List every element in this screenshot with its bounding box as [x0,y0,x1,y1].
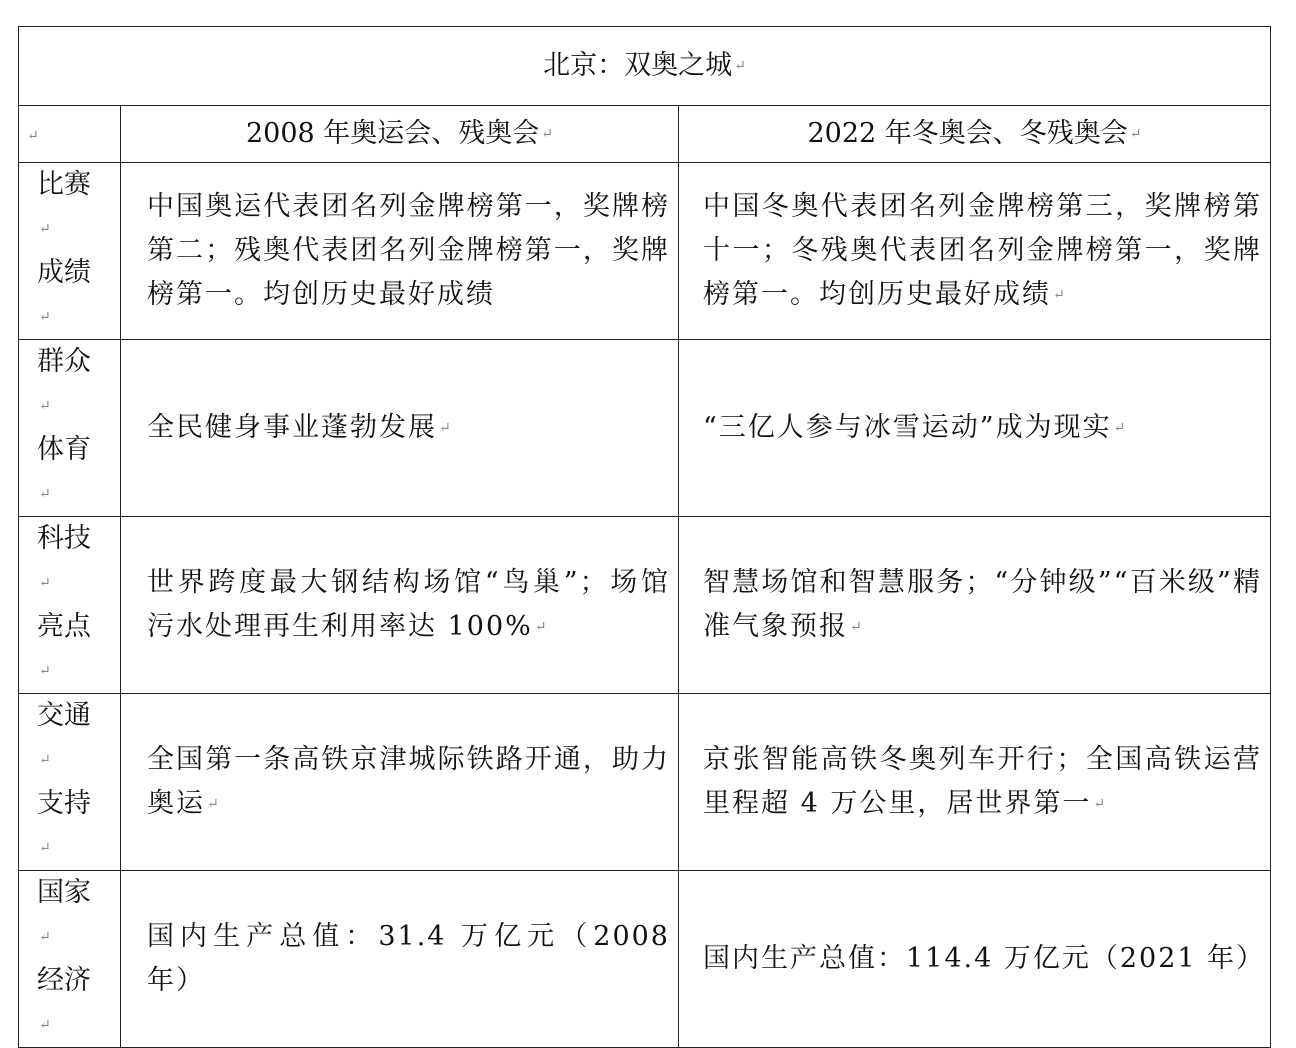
row-label-mass-sports [19,340,121,517]
return-mark: ↵ [39,1017,51,1033]
return-mark: ↵ [39,486,51,502]
cell-2022-mass-sports [679,340,1271,517]
cell-2022-transport [679,694,1271,871]
table-row-economy [19,871,1271,1048]
row-label-text: 支持 [37,788,91,819]
return-mark: ↵ [39,221,51,237]
cell-text: 智慧场馆和智慧服务；“分钟级”“百米级”精准气象预报 [703,566,1263,642]
column-header-text: 2022 年冬奥会、冬残奥会 [807,117,1128,149]
cell-2022-competition [679,163,1271,340]
cell-2022-economy [679,871,1271,1048]
row-label-text: 亮点 [37,611,91,642]
cell-text: 全国第一条高铁京津城际铁路开通，助力奥运 [147,743,670,819]
column-header-2008 [121,106,679,163]
row-label-line [37,694,120,782]
cell-2008-competition [121,163,679,340]
row-label-line [37,782,120,870]
table-row-mass-sports [19,340,1271,517]
return-mark: ↵ [1053,287,1067,304]
cell-text: 国内生产总值：114.4 万亿元（2021 年） [703,943,1266,974]
cell-text: 世界跨度最大钢结构场馆“鸟巢”；场馆污水处理再生利用率达 100% [147,566,670,642]
row-label-line [37,251,120,339]
column-header-2022 [679,106,1271,163]
row-label-transport [19,694,121,871]
table-row-technology [19,517,1271,694]
table-row-transport [19,694,1271,871]
cell-text: 中国冬奥代表团名列金牌榜第三，奖牌榜第十一；冬残奥代表团名列金牌榜第一，奖牌榜第一。均创历史最好成绩 [703,190,1263,310]
row-label-competition [19,163,121,340]
cell-text: 国内生产总值：31.4 万亿元（2008 年） [147,921,670,996]
row-label-text: 体育 [37,434,91,465]
return-mark: ↵ [39,929,51,945]
return-mark: ↵ [39,840,51,856]
return-mark: ↵ [39,575,51,591]
row-label-text: 国家 [37,877,91,908]
row-label-economy [19,871,121,1048]
table-title [19,27,1271,106]
return-mark: ↵ [39,398,51,414]
return-mark: ↵ [534,619,549,636]
column-header-text: 2008 年奥运会、残奥会 [245,117,540,149]
row-label-text: 成绩 [37,257,91,288]
cell-2022-technology [679,517,1271,694]
row-label-line [37,959,120,1047]
row-label-text: 交通 [37,700,91,731]
row-label-text: 群众 [37,346,91,377]
table-row-competition [19,163,1271,340]
row-label-line [37,428,120,516]
return-mark: ↵ [541,126,554,143]
cell-2008-mass-sports [121,340,679,517]
cell-text: 全民健身事业蓬勃发展 [147,411,437,443]
return-mark: ↵ [439,420,453,437]
row-label-line [37,517,120,605]
return-mark: ↵ [27,128,39,144]
cell-text: 中国奥运代表团名列金牌榜第一，奖牌榜第二；残奥代表团名列金牌榜第一，奖牌榜第一。均创历史最好成绩 [147,191,670,310]
return-mark: ↵ [734,58,746,75]
return-mark: ↵ [1113,420,1128,437]
cell-2008-economy [121,871,679,1048]
return-mark: ↵ [207,796,221,813]
row-label-line [37,871,120,959]
return-mark: ↵ [850,619,864,636]
cell-text: 京张智能高铁冬奥列车开行；全国高铁运营里程超 4 万公里，居世界第一 [703,743,1263,819]
return-mark: ↵ [39,309,51,325]
olympics-comparison-table [18,26,1271,1048]
row-label-text: 比赛 [37,169,91,200]
row-label-text: 科技 [37,523,91,554]
row-label-text: 经济 [37,965,91,996]
cell-text: “三亿人参与冰雪运动”成为现实 [703,411,1112,443]
cell-2008-transport [121,694,679,871]
return-mark: ↵ [1129,126,1142,143]
cell-2008-technology [121,517,679,694]
table-title-text: 北京：双奥之城 [543,49,733,81]
row-label-line [37,605,120,693]
row-label-line [37,340,120,428]
row-label-line [37,163,120,251]
return-mark: ↵ [39,752,51,768]
title-row [19,27,1271,106]
return-mark: ↵ [1093,796,1108,813]
row-label-technology [19,517,121,694]
corner-cell [19,106,121,163]
header-row [19,106,1271,163]
return-mark: ↵ [39,663,51,679]
